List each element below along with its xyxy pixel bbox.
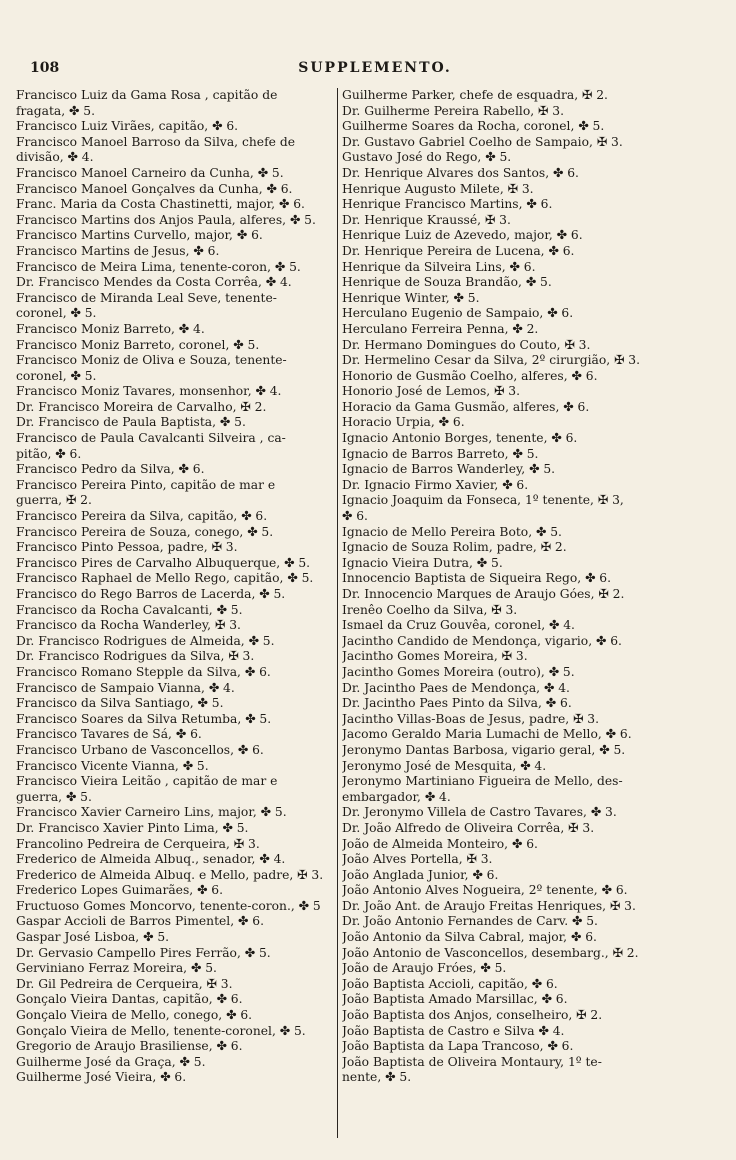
register-entry: Frederico de Almeida Albuq., senador, ✤ 4. (16, 852, 286, 867)
register-entry: Francisco Tavares de Sá, ✤ 6. (16, 727, 202, 742)
register-entry: Guilherme Parker, chefe de esquadra, ✠ 2. (342, 88, 608, 102)
register-entry: Gaspar Accioli de Barros Pimentel, ✤ 6. (16, 914, 265, 929)
register-entry: Gaspar José Lisboa, ✤ 5. (16, 930, 170, 945)
register-entry: Dr. João Antonio Fernandes de Carv. ✤ 5. (342, 914, 598, 929)
register-entry: Gregorio de Araujo Brasiliense, ✤ 6. (16, 1039, 243, 1054)
register-entry: Herculano Eugenio de Sampaio, ✤ 6. (342, 306, 574, 321)
register-entry: Gonçalo Vieira de Mello, conego, ✤ 6. (16, 1008, 253, 1023)
register-entry: Francisco Luiz Virães, capitão, ✤ 6. (16, 119, 239, 134)
register-entry: Ignacio Antonio Borges, tenente, ✤ 6. (342, 431, 578, 446)
register-entry: Gustavo José do Rego, ✤ 5. (342, 150, 512, 165)
register-entry: Ismael da Cruz Gouvêa, coronel, ✤ 4. (342, 618, 575, 633)
register-entry: João Baptista Accioli, capitão, ✤ 6. (342, 976, 558, 991)
register-entry: embargador, ✤ 4. (342, 789, 451, 804)
register-entry: Francisco de Meira Lima, tenente-coron, ✤ 5. (16, 259, 301, 274)
register-entry: Francisco Vicente Vianna, ✤ 5. (16, 758, 209, 773)
register-entry: João Baptista dos Anjos, conselheiro, ✠ 2. (342, 1008, 603, 1023)
register-entry: João Antonio Alves Nogueira, 2º tenente, ✤ 6. (342, 883, 628, 898)
register-entry: João Baptista da Lapa Trancoso, ✤ 6. (342, 1039, 574, 1054)
register-entry: Dr. Francisco Rodrigues de Almeida, ✤ 5. (16, 633, 275, 648)
register-entry: Jeronymo Dantas Barbosa, vigario geral, ✤ 5. (342, 742, 626, 757)
register-entry: Dr. Gil Pedreira de Cerqueira, ✠ 3. (16, 976, 233, 991)
register-entry: Ignacio de Barros Wanderley, ✤ 5. (342, 462, 556, 477)
register-entry: Francisco de Paula Cavalcanti Silveira , ca- (16, 431, 286, 446)
register-entry: Dr. Jacintho Paes de Mendonça, ✤ 4. (342, 680, 570, 695)
register-entry: Honorio de Gusmão Coelho, alferes, ✤ 6. (342, 368, 598, 383)
register-entry: Dr. Guilherme Pereira Rabello, ✠ 3. (342, 103, 564, 118)
register-entry: Dr. Hermelino Cesar da Silva, 2º cirurgião, ✠ 3. (342, 353, 641, 368)
register-entry: Horacio da Gama Gusmão, alferes, ✤ 6. (342, 399, 590, 414)
register-entry: Francisco Moniz Tavares, monsenhor, ✤ 4. (16, 384, 282, 399)
register-entry: Jacintho Candido de Mendonça, vigario, ✤ 6. (342, 633, 622, 648)
register-entry: fragata, ✤ 5. (16, 103, 95, 118)
register-entry: Francisco Urbano de Vasconcellos, ✤ 6. (16, 742, 264, 757)
column-divider (337, 88, 338, 1138)
register-entry: Francolino Pedreira de Cerqueira, ✠ 3. (16, 836, 260, 851)
register-entry: Irenêo Coelho da Silva, ✠ 3. (342, 602, 518, 617)
register-entry: Dr. João Ant. de Araujo Freitas Henriques, ✠ 3. (342, 898, 636, 913)
register-entry: Innocencio Baptista de Siqueira Rego, ✤ 6. (342, 571, 612, 586)
page-title: SUPPLEMENTO. (298, 60, 452, 76)
register-entry: Henrique Luiz de Azevedo, major, ✤ 6. (342, 228, 583, 243)
register-entry: Francisco de Sampaio Vianna, ✤ 4. (16, 680, 235, 695)
register-entry: Dr. Innocencio Marques de Araujo Góes, ✠ 2. (342, 587, 625, 601)
register-entry: Dr. João Alfredo de Oliveira Corrêa, ✠ 3. (342, 820, 595, 835)
register-entry: Francisco Manoel Carneiro da Cunha, ✤ 5. (16, 165, 284, 180)
register-entry: Francisco da Rocha Wanderley, ✠ 3. (16, 618, 241, 633)
register-entry: Ignacio de Mello Pereira Boto, ✤ 5. (342, 524, 562, 539)
register-entry: Jacomo Geraldo Maria Lumachi de Mello, ✤ 6. (342, 727, 632, 742)
register-entry: Guilherme José Vieira, ✤ 6. (16, 1070, 187, 1085)
register-entry: Jeronymo Martiniano Figueira de Mello, des- (342, 774, 623, 789)
register-entry: Frederico de Almeida Albuq. e Mello, padre, ✠ 3. (16, 867, 324, 882)
register-entry: Francisco Manoel Gonçalves da Cunha, ✤ 6. (16, 181, 293, 196)
register-entry: Jeronymo José de Mesquita, ✤ 4. (342, 758, 547, 773)
register-entry: Francisco Martins de Jesus, ✤ 6. (16, 243, 220, 258)
page-header (30, 60, 720, 82)
register-entry: Gonçalo Vieira de Mello, tenente-coronel, ✤ 5. (16, 1023, 306, 1038)
register-entry: Frederico Lopes Guimarães, ✤ 6. (16, 883, 224, 898)
register-entry: Henrique de Souza Brandão, ✤ 5. (342, 275, 552, 290)
register-entry: Ignacio Joaquim da Fonseca, 1º tenente, ✠ 3, (342, 493, 624, 508)
register-entry: Guilherme Soares da Rocha, coronel, ✤ 5. (342, 119, 605, 134)
register-entry: João Alves Portella, ✠ 3. (342, 852, 493, 867)
register-entry: Francisco de Miranda Leal Seve, tenente- (16, 290, 277, 305)
register-entry: Dr. Ignacio Firmo Xavier, ✤ 6. (342, 477, 529, 492)
register-entry: Henrique Francisco Martins, ✤ 6. (342, 197, 553, 212)
register-entry: Dr. Henrique Alvares dos Santos, ✤ 6. (342, 165, 579, 180)
register-entry: Dr. Francisco Xavier Pinto Lima, ✤ 5. (16, 820, 249, 835)
register-entry: Dr. Henrique Pereira de Lucena, ✤ 6. (342, 243, 575, 258)
register-entry: Honorio José de Lemos, ✠ 3. (342, 384, 521, 399)
page-number: 108 (30, 60, 60, 76)
left-column (16, 88, 334, 1086)
register-entry: guerra, ✠ 2. (16, 493, 92, 508)
register-entry: ✤ 6. (342, 509, 368, 524)
register-entry: Francisco Xavier Carneiro Lins, major, ✤ 5. (16, 805, 287, 820)
register-entry: Francisco Romano Stepple da Silva, ✤ 6. (16, 664, 271, 679)
register-entry: Ignacio Vieira Dutra, ✤ 5. (342, 555, 503, 570)
register-entry: Henrique da Silveira Lins, ✤ 6. (342, 259, 536, 274)
register-entry: Francisco Manoel Barroso da Silva, chefe de (16, 134, 295, 149)
register-entry: Ignacio de Barros Barreto, ✤ 5. (342, 446, 539, 461)
register-entry: Francisco Pires de Carvalho Albuquerque, ✤ 5. (16, 555, 311, 570)
register-entry: Jacintho Villas-Boas de Jesus, padre, ✠ 3. (342, 711, 600, 726)
register-entry: Francisco Moniz de Oliva e Souza, tenente- (16, 353, 287, 368)
register-entry: João Antonio da Silva Cabral, major, ✤ 6. (342, 930, 597, 945)
register-entry: Francisco Raphael de Mello Rego, capitão, ✤ 5. (16, 571, 314, 586)
register-entry: Jacintho Gomes Moreira, ✠ 3. (342, 649, 528, 664)
register-entry: João de Almeida Monteiro, ✤ 6. (342, 836, 538, 851)
register-entry: guerra, ✤ 5. (16, 789, 92, 804)
register-entry: Francisco Pereira da Silva, capitão, ✤ 6. (16, 509, 268, 524)
register-entry: Horacio Urpia, ✤ 6. (342, 415, 465, 430)
register-entry: Gerviniano Ferraz Moreira, ✤ 5. (16, 961, 217, 976)
register-entry: Dr. Gustavo Gabriel Coelho de Sampaio, ✠ 3. (342, 134, 623, 149)
register-entry: Francisco Moniz Barreto, ✤ 4. (16, 321, 205, 336)
register-entry: João de Araujo Fróes, ✤ 5. (342, 961, 507, 976)
register-entry: Dr. Gervasio Campello Pires Ferrão, ✤ 5. (16, 945, 271, 960)
right-column (342, 88, 660, 1086)
register-entry: Dr. Hermano Domingues do Couto, ✠ 3. (342, 337, 591, 352)
register-entry: João Anglada Junior, ✤ 6. (342, 867, 499, 882)
register-entry: Franc. Maria da Costa Chastinetti, major, ✤ 6. (16, 197, 305, 212)
register-entry: Francisco do Rego Barros de Lacerda, ✤ 5. (16, 587, 286, 601)
register-entry: Henrique Augusto Milete, ✠ 3. (342, 181, 534, 196)
register-entry: Dr. Francisco Mendes da Costa Corrêa, ✤ 4. (16, 275, 292, 290)
register-entry: Francisco Pedro da Silva, ✤ 6. (16, 462, 205, 477)
register-entry: Francisco da Silva Santiago, ✤ 5. (16, 696, 224, 711)
register-entry: divisão, ✤ 4. (16, 150, 94, 165)
register-entry: Dr. Jacintho Paes Pinto da Silva, ✤ 6. (342, 696, 572, 711)
register-entry: Herculano Ferreira Penna, ✤ 2. (342, 321, 539, 336)
register-entry: Ignacio de Souza Rolim, padre, ✠ 2. (342, 540, 567, 555)
register-entry: coronel, ✤ 5. (16, 306, 97, 321)
register-entry: Guilherme José da Graça, ✤ 5. (16, 1054, 206, 1069)
register-entry: Francisco Pinto Pessoa, padre, ✠ 3. (16, 540, 238, 555)
register-entry: Fructuoso Gomes Moncorvo, tenente-coron., ✤ 5 (16, 898, 321, 913)
register-entry: Henrique Winter, ✤ 5. (342, 290, 480, 305)
register-entry: coronel, ✤ 5. (16, 368, 97, 383)
register-entry: Francisco Moniz Barreto, coronel, ✤ 5. (16, 337, 260, 352)
register-entry: Dr. Francisco Moreira de Carvalho, ✠ 2. (16, 399, 267, 414)
register-entry: nente, ✤ 5. (342, 1070, 412, 1085)
register-entry: João Baptista de Castro e Silva ✤ 4. (342, 1023, 565, 1038)
register-entry: João Baptista de Oliveira Montaury, 1º te- (342, 1054, 602, 1069)
register-entry: João Antonio de Vasconcellos, desembarg., ✠ 2. (342, 945, 639, 960)
register-entry: Francisco Pereira Pinto, capitão de mar e (16, 477, 276, 492)
register-entry: Jacintho Gomes Moreira (outro), ✤ 5. (342, 664, 575, 679)
register-entry: pitão, ✤ 6. (16, 446, 82, 461)
register-entry: Francisco Martins dos Anjos Paula, alferes, ✤ 5. (16, 212, 316, 227)
register-entry: Dr. Francisco de Paula Baptista, ✤ 5. (16, 415, 246, 430)
register-entry: Dr. Francisco Rodrigues da Silva, ✠ 3. (16, 649, 255, 664)
register-entry: Dr. Henrique Kraussé, ✠ 3. (342, 212, 511, 227)
register-entry: Francisco da Rocha Cavalcanti, ✤ 5. (16, 602, 243, 617)
register-entry: Gonçalo Vieira Dantas, capitão, ✤ 6. (16, 992, 243, 1007)
register-entry: Francisco Luiz da Gama Rosa , capitão de (16, 88, 278, 102)
register-entry: Francisco Pereira de Souza, conego, ✤ 5. (16, 524, 274, 539)
register-entry: Dr. Jeronymo Villela de Castro Tavares, ✤ 3. (342, 805, 617, 820)
register-entry: João Baptista Amado Marsillac, ✤ 6. (342, 992, 568, 1007)
register-entry: Francisco Martins Curvello, major, ✤ 6. (16, 228, 263, 243)
register-entry: Francisco Soares da Silva Retumba, ✤ 5. (16, 711, 272, 726)
register-entry: Francisco Vieira Leitão , capitão de mar e (16, 774, 278, 789)
